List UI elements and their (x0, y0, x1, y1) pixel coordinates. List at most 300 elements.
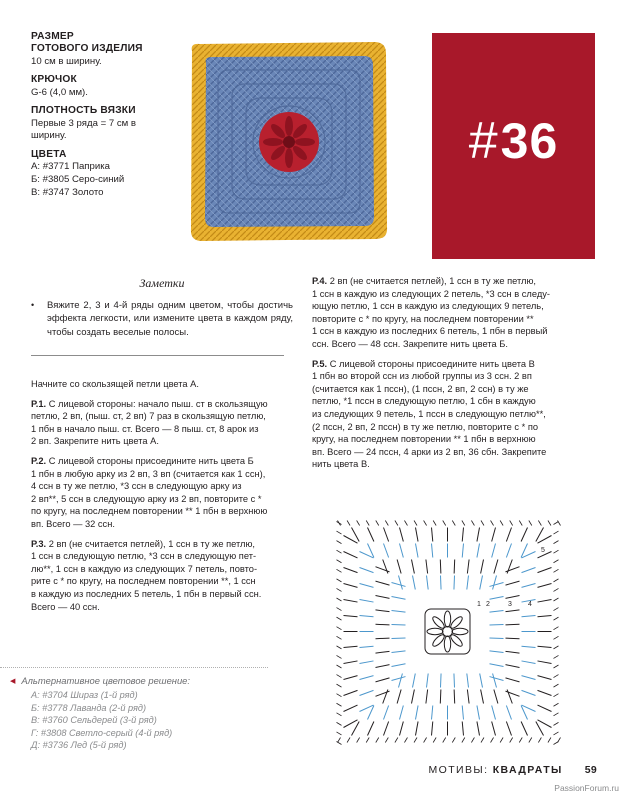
stitch-mark (492, 544, 496, 558)
row-1-tag: Р.1. (31, 398, 47, 409)
stitch-mark (427, 576, 429, 590)
row-3-line: Р.3. 2 вп (не считается петлей), 1 ссн в ту же петлю, (31, 538, 256, 549)
stitch-mark (554, 588, 559, 591)
chart-stitches (337, 521, 561, 745)
stitch-mark (506, 544, 511, 558)
stitch-mark (397, 690, 401, 704)
stitch-mark (462, 521, 465, 526)
stitch-mark (480, 576, 483, 590)
stitch-mark (536, 722, 544, 736)
stitch-mark (521, 528, 527, 542)
stitch-mark (414, 521, 417, 526)
row-3-line: рите с * по кругу, на последнем повторении **, 1 ссн (31, 576, 256, 587)
stitch-mark (337, 522, 342, 525)
stitch-mark (554, 617, 559, 620)
stitch-mark (441, 674, 442, 688)
stitch-mark (536, 528, 544, 542)
colors-heading: ЦВЕТА (31, 149, 67, 160)
stitch-mark (344, 676, 358, 680)
stitch-mark (384, 722, 389, 736)
stitch-mark (538, 568, 552, 573)
stitch-mark (352, 722, 360, 736)
color-a: А: #3771 Паприка (31, 161, 110, 173)
stitch-mark (357, 521, 360, 526)
stitch-mark (443, 738, 446, 743)
row-1-line: 1 пбн в начало пыш. ст. Всего — 8 пыш. ст, 8 арок из (31, 423, 259, 434)
stitch-mark (392, 664, 406, 667)
row-1-line: 2 вп. Закрепите нить цвета А. (31, 436, 159, 447)
stitch-mark (360, 568, 374, 573)
stitch-mark (424, 521, 427, 526)
notes-item (31, 299, 293, 339)
stitch-mark (432, 544, 433, 558)
row-5-line: петлю, *1 пссн в следующую петлю, 1 сбн в каждую (312, 396, 536, 407)
stitch-mark (519, 521, 522, 526)
stitch-mark (337, 560, 342, 563)
alt-list (0, 689, 300, 752)
row-3-tag: Р.3. (31, 538, 47, 549)
stitch-mark (554, 665, 559, 668)
stitch-mark (337, 655, 342, 658)
stitch-mark (554, 655, 559, 658)
stitch-mark (538, 616, 552, 617)
stitch-mark (506, 581, 520, 585)
stitch-mark (490, 664, 504, 667)
stitch-mark (554, 703, 559, 706)
stitch-mark (452, 521, 455, 526)
stitch-mark (554, 627, 559, 630)
stitch-mark (338, 738, 341, 743)
stitch-mark (433, 521, 436, 526)
stitch-mark (392, 625, 406, 626)
stitch-mark (416, 544, 419, 558)
stitch-mark (400, 528, 404, 542)
stitch-mark (481, 560, 484, 574)
stitch-mark (522, 690, 536, 695)
chart-label-4: 4 (528, 601, 532, 608)
row-2-line: вп. Всего — 32 ссн. (31, 518, 115, 529)
stitch-mark (344, 661, 358, 664)
stitch-mark (554, 694, 559, 697)
stitch-mark (467, 690, 469, 704)
stitch-mark (481, 738, 484, 743)
stitch-mark (477, 722, 480, 736)
stitch-mark (510, 521, 513, 526)
stitch-mark (506, 610, 520, 612)
stitch-mark (548, 738, 551, 743)
stitch-mark (360, 600, 374, 603)
stitch-mark (416, 706, 419, 720)
stitch-mark (538, 720, 552, 728)
row-4-line: 1 ссн в каждую из следующих 2 петель, *3 ссн в следу- (312, 288, 550, 299)
stitch-mark (506, 651, 520, 653)
instructions-left (31, 378, 293, 620)
notes-box (31, 276, 293, 339)
stitch-mark (462, 544, 463, 558)
stitch-mark (538, 738, 541, 743)
chart-label-3: 3 (508, 601, 512, 608)
stitch-mark (538, 521, 541, 526)
stitch-mark (432, 706, 433, 720)
stitch-mark (492, 706, 496, 720)
stitch-mark (376, 738, 379, 743)
stitch-mark (347, 738, 350, 743)
stitch-mark (500, 521, 503, 526)
stitch-mark (376, 596, 390, 599)
stitch-mark (433, 738, 436, 743)
instructions-right (312, 275, 597, 478)
stitch-mark (490, 651, 504, 653)
stitch-mark (404, 521, 407, 526)
stitch-mark (538, 600, 552, 603)
stitch-mark (440, 560, 441, 574)
stitch-mark (392, 677, 406, 681)
stitch-mark (337, 636, 342, 639)
stitch-mark (491, 521, 494, 526)
stitch-mark (462, 528, 463, 542)
stitch-mark (492, 722, 496, 736)
stitch-mark (412, 690, 415, 704)
footer-section: МОТИВЫ: (428, 764, 493, 776)
stitch-mark (366, 738, 369, 743)
stitch-mark (462, 738, 465, 743)
row-2-line: 2 вп**, 5 ссн в следующую арку из 2 вп, повторите с * (31, 493, 262, 504)
row-3-line: в каждую из последних 5 петель, 1 пбн в первый ссн. (31, 588, 262, 599)
stitch-mark (548, 521, 551, 526)
stitch-mark (360, 616, 374, 617)
stitch-mark (337, 588, 342, 591)
stitch-mark (462, 722, 463, 736)
alternative-colors (0, 675, 300, 752)
alt-divider (0, 667, 268, 668)
stitch-mark (462, 706, 463, 720)
row-2-paragraph (31, 455, 293, 531)
gauge-heading: ПЛОТНОСТЬ ВЯЗКИ (31, 105, 136, 117)
stitch-mark (554, 646, 559, 649)
stitch-mark (538, 661, 552, 664)
stitch-mark (344, 552, 358, 558)
stitch-mark (554, 579, 559, 582)
stitch-mark (424, 738, 427, 743)
alt-title-text: Альтернативное цветовое решение: (21, 675, 190, 686)
stitch-mark (385, 738, 388, 743)
stitch-mark (337, 569, 342, 572)
chart-label-5: 5 (541, 547, 545, 554)
stitch-mark (432, 528, 433, 542)
color-c: В: #3747 Золото (31, 186, 104, 198)
pattern-number (432, 111, 595, 171)
stitch-mark (522, 661, 536, 664)
gauge-value: Первые 3 ряда = 7 см в (31, 117, 137, 129)
stitch-mark (529, 738, 532, 743)
stitch-mark (494, 560, 498, 574)
stitch-mark (506, 678, 520, 682)
stitch-mark (443, 521, 446, 526)
stitch-mark (384, 544, 389, 558)
stitch-mark (357, 738, 360, 743)
stitch-mark (454, 576, 455, 590)
stitch-mark (529, 521, 532, 526)
stitch-mark (506, 528, 511, 542)
stitch-mark (454, 690, 455, 704)
row-4-line: ющую петлю, 1 ссн в каждую из следующих 9 петель, (312, 301, 544, 312)
stitch-mark (510, 738, 513, 743)
gauge-value-cont: ширину. (31, 130, 67, 142)
alt-color-v: В: #3760 Сельдерей (3-й ряд) (31, 715, 157, 726)
row-1-line: петлю, 2 вп, (пыш. ст, 2 вп) 7 раз в скользящую петлю, (31, 411, 266, 422)
stitch-mark (554, 742, 559, 745)
stitch-mark (413, 674, 416, 688)
stitch-mark (337, 598, 342, 601)
stitch-mark (337, 684, 342, 687)
stitch-mark (506, 706, 511, 720)
color-b: Б: #3805 Серо-синий (31, 174, 125, 185)
row-2-line: 4 ссн в ту же петлю, *3 ссн в следующую арку из (31, 481, 242, 492)
stitch-mark (337, 703, 342, 706)
stitch-mark (522, 676, 536, 680)
stitch-mark (554, 569, 559, 572)
chart-center-motif (425, 609, 470, 654)
row-3-line: Всего — 40 ссн. (31, 601, 100, 612)
intro-paragraph (31, 378, 293, 391)
stitch-mark (538, 536, 552, 544)
stitch-mark (397, 560, 401, 574)
stitch-mark (506, 596, 520, 599)
row-5-line: (2 пссн, 2 вп, 2 пссн) в ту же петлю, повторите с * по (312, 421, 539, 432)
alt-color-d: Д: #3736 Лед (5-й ряд) (31, 740, 127, 751)
chart-label-2: 2 (486, 601, 490, 608)
stitch-mark (360, 676, 374, 680)
notes-divider (31, 355, 284, 356)
stitch-mark (554, 560, 559, 563)
stitch-mark (376, 678, 390, 682)
page-number: 59 (584, 764, 597, 776)
stitch-mark (467, 576, 469, 590)
stitch-mark (337, 541, 342, 544)
stitch-mark (554, 636, 559, 639)
stitch-mark (337, 579, 342, 582)
stitch-mark (522, 568, 536, 573)
row-5-line: из следующих 9 петель, 1 пссн в следующую петлю**, (312, 408, 546, 419)
stitch-mark (522, 646, 536, 647)
stitch-mark (522, 616, 536, 617)
stitch-mark (384, 706, 389, 720)
row-5-line: Р.5. С лицевой стороны присоедините нить цвета В (312, 358, 535, 369)
stitch-mark (494, 690, 498, 704)
row-5-line: 1 пбн во второй ссн из любой группы из 3 ссн. 2 вп (312, 371, 532, 382)
stitch-mark (477, 706, 480, 720)
stitch-mark (490, 625, 504, 626)
alt-title (0, 675, 300, 686)
row-2-line: Р.2. С лицевой стороны присоедините нить цвета Б (31, 455, 254, 466)
stitch-mark (493, 576, 497, 590)
stitch-mark (481, 521, 484, 526)
alt-color-b: Б: #3778 Лаванда (2-й ряд) (31, 702, 147, 713)
stitch-mark (467, 560, 469, 574)
stitch-mark (554, 531, 559, 534)
row-4-paragraph (312, 275, 597, 351)
stitch-mark (395, 738, 398, 743)
pattern-number-value: 36 (500, 113, 559, 169)
stitch-mark (538, 705, 552, 711)
stitch-mark (490, 583, 504, 587)
crochet-square-photo (186, 39, 391, 244)
stitch-mark (399, 674, 403, 688)
stitch-mark (337, 531, 342, 534)
stitch-mark (477, 544, 480, 558)
stitch-mark (360, 646, 374, 647)
stitch-mark (392, 611, 406, 613)
stitch-mark (454, 560, 455, 574)
stitch-mark (554, 550, 559, 553)
stitch-mark (344, 646, 358, 647)
size-value: 10 см в ширину. (31, 55, 102, 67)
stitch-mark (400, 706, 404, 720)
stitch-mark (507, 560, 512, 574)
stitch-mark (426, 690, 428, 704)
stitch-mark (416, 528, 419, 542)
row-3-line: 1 ссн в следующую петлю, *3 ссн в следующую пет- (31, 551, 257, 562)
stitch-mark (392, 638, 406, 639)
row-1-paragraph (31, 398, 293, 448)
specifications (31, 31, 181, 205)
stitch-mark (414, 738, 417, 743)
stitch-mark (554, 713, 559, 716)
stitch-mark (538, 690, 552, 695)
stitch-mark (376, 521, 379, 526)
stitch-mark (480, 674, 483, 688)
stitch-mark (376, 638, 390, 639)
row-4-line: 1 ссн в каждую из последних 6 петель, 1 пбн в первый (312, 326, 548, 337)
stitch-mark (344, 600, 358, 603)
row-2-tag: Р.2. (31, 455, 47, 466)
stitch-mark (412, 560, 415, 574)
stitch-mark (506, 665, 520, 668)
stitch-mark (538, 676, 552, 680)
stitch-mark (376, 567, 390, 572)
stitch-mark (337, 617, 342, 620)
stitch-mark (392, 651, 406, 653)
stitch-mark (558, 521, 561, 526)
row-2-line: 1 пбн в любую арку из 2 вп, 3 вп (считается как 1 ссн), (31, 468, 266, 479)
row-4-tag: Р.4. (312, 276, 328, 286)
stitch-mark (490, 597, 504, 600)
stitch-mark (392, 583, 406, 587)
stitch-mark (337, 646, 342, 649)
watermark: PassionForum.ru (554, 783, 619, 793)
alt-color-g: Г: #3808 Светло-серый (4-й ряд) (31, 727, 173, 738)
stitch-mark (506, 691, 520, 696)
stitch-mark (440, 690, 441, 704)
stitch-mark (344, 720, 358, 728)
stitch-mark (481, 690, 484, 704)
stitch-mark (344, 690, 358, 695)
stitch-mark (538, 646, 552, 647)
stitch-mark (400, 722, 404, 736)
stitch-mark (368, 528, 374, 542)
stitch-mark (554, 675, 559, 678)
triangle-left-icon: ◀ (10, 677, 16, 685)
alt-color-a: А: #3704 Шираз (1-й ряд) (31, 690, 138, 700)
stitch-mark (344, 536, 358, 544)
stitch-mark (360, 584, 374, 588)
stitch-mark (554, 598, 559, 601)
stitch-mark (467, 674, 469, 688)
stitch-mark (413, 576, 416, 590)
stitch-mark (392, 597, 406, 600)
stitch-mark (337, 732, 342, 735)
stitch-mark (554, 541, 559, 544)
stitch-mark (395, 521, 398, 526)
stitch-mark (500, 738, 503, 743)
stitch-mark (521, 722, 527, 736)
stitch-mark (404, 738, 407, 743)
intro-text: Начните со скользящей петли цвета А. (31, 379, 199, 389)
size-heading: РАЗМЕР (31, 31, 74, 42)
stitch-mark (554, 722, 559, 725)
notes-title: Заметки (139, 276, 185, 290)
row-4-line: Р.4. 2 вп (не считается петлей), 1 ссн в ту же петлю, (312, 276, 537, 286)
stitch-mark (337, 675, 342, 678)
stitch-mark (344, 584, 358, 588)
row-2-line: по кругу, на последнем повторении ** 1 пбн в верхнюю (31, 506, 268, 517)
row-5-tag: Р.5. (312, 358, 328, 369)
row-5-paragraph (312, 358, 597, 471)
stitch-mark (400, 544, 404, 558)
stitch-mark (376, 581, 390, 585)
stitch-mark (385, 521, 388, 526)
stitch-mark (506, 638, 520, 639)
stitch-mark (519, 738, 522, 743)
stitch-mark (376, 610, 390, 612)
stitch-mark (360, 690, 374, 695)
pattern-number-block (432, 33, 595, 259)
stitch-mark (376, 624, 390, 625)
row-4-line: ссн. Всего — 48 ссн. Закрепите нить цвета Б. (312, 338, 508, 349)
stitch-mark (366, 521, 369, 526)
stitch-mark (454, 674, 455, 688)
stitch-mark (471, 521, 474, 526)
stitch-mark (344, 705, 358, 711)
stitch-mark (337, 722, 342, 725)
stitch-mark (490, 677, 504, 681)
row-4-line: повторите с * по кругу, на последнем повторении ** (312, 313, 534, 324)
stitch-mark (337, 627, 342, 630)
stitch-mark (352, 528, 360, 542)
stitch-mark (477, 528, 480, 542)
stitch-mark (384, 528, 389, 542)
page-footer (429, 764, 597, 776)
crochet-chart (334, 518, 561, 745)
stitch-mark (452, 738, 455, 743)
stitch-mark (492, 528, 496, 542)
stitch-mark (347, 521, 350, 526)
row-5-line: нить цвета В. (312, 459, 370, 470)
bullet-icon: • (31, 300, 35, 310)
stitch-mark (368, 722, 374, 736)
stitch-mark (554, 522, 559, 525)
stitch-mark (399, 576, 403, 590)
stitch-mark (554, 684, 559, 687)
stitch-mark (337, 608, 342, 611)
stitch-mark (337, 694, 342, 697)
stitch-mark (538, 584, 552, 588)
stitch-mark (427, 674, 429, 688)
stitch-mark (376, 691, 390, 696)
stitch-mark (337, 550, 342, 553)
stitch-mark (506, 624, 520, 625)
row-1-line: Р.1. С лицевой стороны: начало пыш. ст в скользящую (31, 398, 268, 409)
